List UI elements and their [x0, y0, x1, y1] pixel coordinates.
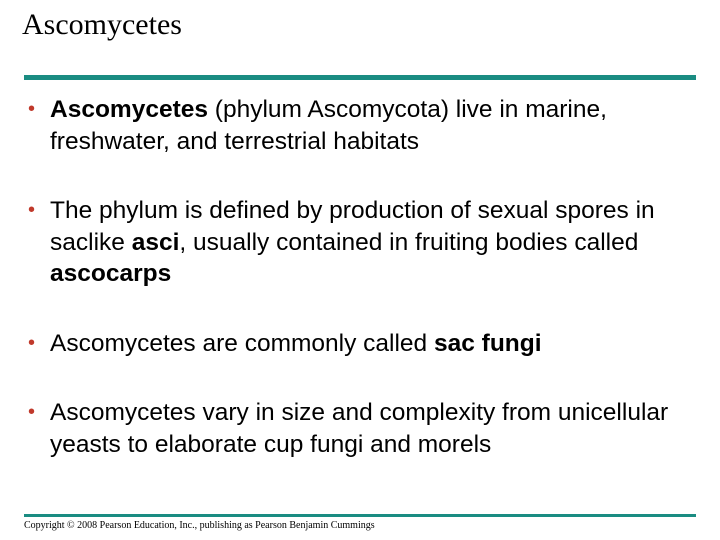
bullet-2-part-1: The phylum is defined by production of sexual spores in saclike: [50, 197, 655, 256]
title-divider: [24, 75, 696, 80]
bullet-item-4: [24, 397, 704, 460]
bullet-marker: •: [28, 98, 36, 120]
bullet-item-3: [24, 328, 704, 360]
bullet-item-2: [24, 195, 704, 290]
footer-divider: [24, 514, 696, 517]
bullet-list: [24, 94, 704, 498]
bullet-marker: •: [28, 331, 36, 354]
bullet-2-part-4: ascocarps: [50, 260, 172, 287]
bullet-2-part-2: asci: [131, 228, 180, 256]
bullet-2-part-3: , usually contained in fruiting bodies called: [179, 228, 639, 256]
bullet-1-part-2: (phylum Ascomycota) live in marine, freshwater, and terrestrial habitats: [50, 96, 607, 155]
bullet-3-part-2: sac fungi: [433, 329, 542, 357]
bullet-item-1: [24, 94, 704, 157]
bullet-marker: •: [28, 199, 36, 221]
slide-title: Ascomycetes: [22, 8, 182, 41]
bullet-3-part-1: Ascomycetes are commonly called: [50, 329, 434, 357]
bullet-marker: •: [28, 401, 36, 423]
bullet-4-part-1: Ascomycetes vary in size and complexity from unicellular yeasts to elaborate cup fungi and morels: [50, 399, 669, 458]
bullet-1-part-1: Ascomycetes: [50, 96, 208, 123]
copyright-footer: Copyright © 2008 Pearson Education, Inc., publishing as Pearson Benjamin Cummings: [24, 520, 375, 531]
